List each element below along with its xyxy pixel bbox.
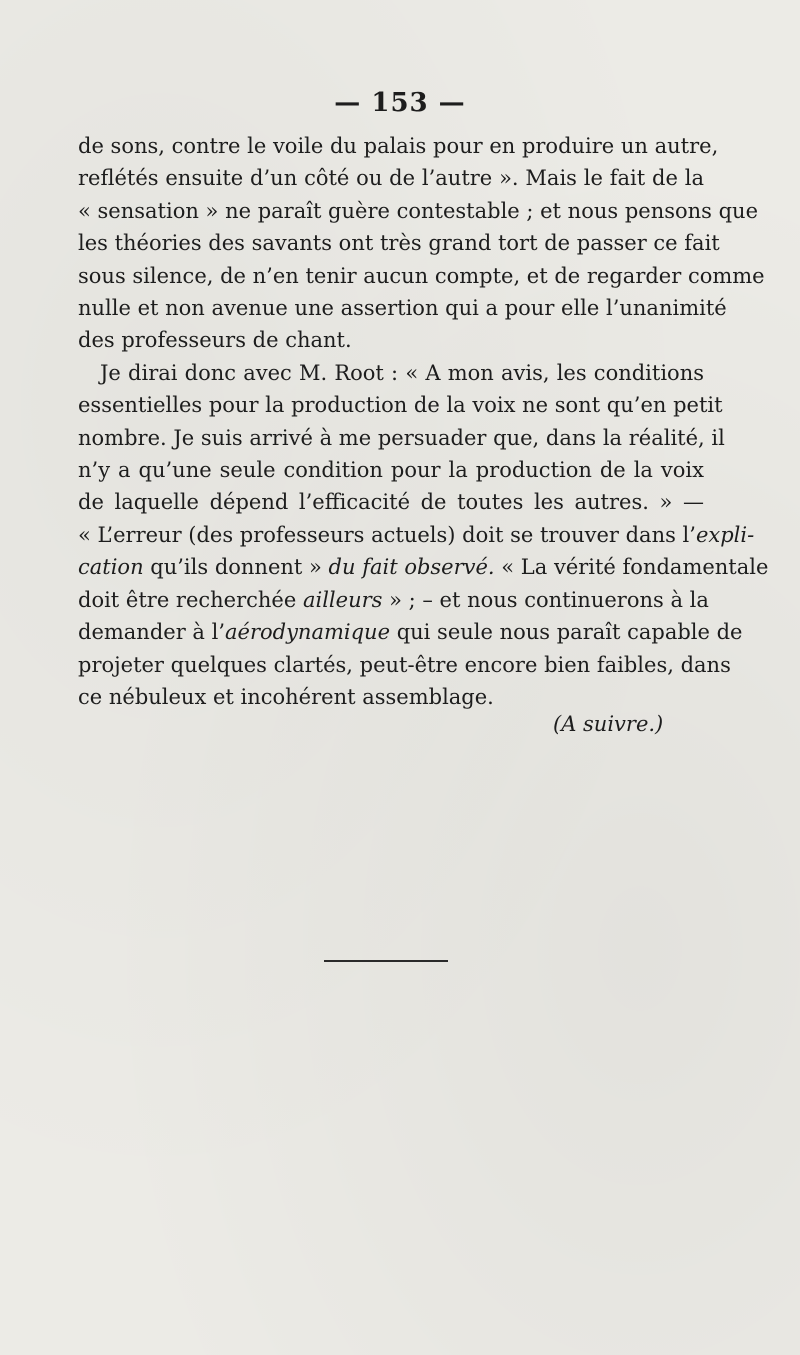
text-line: [78, 551, 769, 583]
text-line: des professeurs de chant.: [78, 328, 352, 353]
text-line: les théories des savants ont très grand tort de passer ce fait: [78, 231, 720, 256]
text-line: [78, 584, 709, 616]
body-text: [78, 130, 769, 713]
text-run: qu’ils donnent »: [143, 555, 329, 580]
text-run: « La vérité fondamentale: [494, 555, 769, 580]
text-line: [78, 519, 755, 551]
italic-run: cation: [78, 555, 144, 580]
italic-run: du fait observé.: [328, 555, 495, 580]
text-line: sous silence, de n’en tenir aucun compte, et de regarder comme: [78, 263, 765, 288]
text-line: essentielles pour la production de la voix ne sont qu’en petit: [78, 393, 723, 418]
text-line: n’y a qu’une seule condition pour la production de la voix: [78, 458, 704, 483]
text-line: [78, 616, 743, 648]
text-line: Je dirai donc avec M. Root : « A mon avis, les conditions: [100, 360, 704, 385]
text-line: nombre. Je suis arrivé à me persuader que, dans la réalité, il: [78, 425, 725, 450]
text-line: projeter quelques clartés, peut-être encore bien faibles, dans: [78, 652, 731, 677]
text-run: doit être recherchée: [78, 587, 303, 612]
text-line: nulle et non avenue une assertion qui a pour elle l’unanimité: [78, 296, 727, 321]
italic-run: aérodynamique: [225, 620, 391, 645]
text-run: « L’erreur (des professeurs actuels) doit se trouver dans l’: [78, 522, 696, 547]
text-line: ce nébuleux et incohérent assemblage.: [78, 684, 494, 709]
text-run: qui seule nous paraît capable de: [390, 620, 743, 645]
text-line: de sons, contre le voile du palais pour en produire un autre,: [78, 134, 719, 158]
italic-run: expli-: [695, 522, 755, 547]
page-number: — 153 —: [334, 88, 466, 118]
text-run: » ; – et nous continuerons à la: [382, 587, 709, 612]
section-divider: [324, 960, 448, 962]
text-run: demander à l’: [78, 620, 225, 645]
text-line: « sensation » ne paraît guère contestable ; et nous pensons que: [78, 198, 759, 223]
italic-run: ailleurs: [302, 587, 383, 612]
continuation-note: (A suivre.): [553, 712, 664, 736]
text-line: de laquelle dépend l’efficacité de toutes les autres. » —: [78, 490, 704, 515]
text-line: reflétés ensuite d’un côté ou de l’autre ». Mais le fait de la: [78, 166, 704, 191]
